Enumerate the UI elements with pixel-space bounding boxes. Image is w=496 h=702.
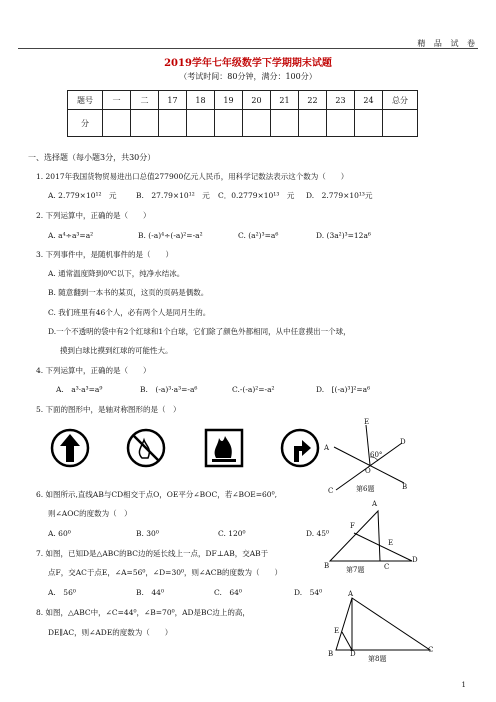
q2-stem: 2. 下列运算中，正确的是（ ）: [36, 211, 151, 220]
q4-option-d[interactable]: D. [(-a)³]²=a⁶: [316, 385, 371, 394]
fig6-label-o: O: [365, 467, 371, 475]
no-fire-sign-icon[interactable]: [126, 428, 166, 468]
q4-option-b[interactable]: B. (-a)³·a³=-a⁶: [140, 385, 198, 394]
q8-stem-2: DE∥AC，则∠ADE的度数为（ ）: [48, 628, 173, 637]
fig6-label-d: D: [400, 438, 406, 446]
score-input-cell[interactable]: [215, 110, 243, 137]
score-input-cell[interactable]: [355, 110, 383, 137]
fig7-label-b: B: [324, 562, 330, 570]
score-table-score-row: [68, 110, 418, 137]
fig6-caption: 第6题: [356, 485, 375, 493]
flammable-sign-icon[interactable]: [204, 428, 244, 468]
q8-stem: 8. 如图，△ABC中，∠C=44⁰，∠B=70⁰，AD是BC边上的高，: [36, 608, 250, 617]
score-table: [67, 90, 418, 137]
q2-option-c[interactable]: C. (a²)³=a⁶: [238, 231, 279, 240]
score-input-cell[interactable]: [159, 110, 187, 137]
score-input-cell[interactable]: [299, 110, 327, 137]
q7-option-b[interactable]: B. 44⁰: [136, 588, 164, 597]
q4-option-a[interactable]: A. a³·a³=a⁹: [56, 385, 103, 394]
q7-stem: 7. 如图，已知D是△ABC的BC边的延长线上一点，DF⊥AB，交AB于: [36, 549, 269, 558]
q3-option-c[interactable]: C. 我们班里有46个人，必有两个人是同月生的。: [48, 308, 211, 317]
fig8-label-e: E: [334, 627, 340, 635]
q3-stem: 3. 下列事件中，是随机事件的是（ ）: [36, 250, 174, 259]
q6-option-b[interactable]: B. 30⁰: [136, 529, 159, 538]
q7-stem-2: 点F，交AC于点E，∠A=56⁰，∠D=30⁰，则∠ACB的度数为（ ）: [48, 568, 282, 577]
q2-option-d[interactable]: D. (3a²)³=12a⁶: [316, 231, 371, 240]
fig6-label-c: C: [328, 487, 334, 495]
score-input-cell[interactable]: [103, 110, 131, 137]
q6-option-c[interactable]: C. 120⁰: [218, 529, 246, 538]
q1-option-a[interactable]: A. 2.779×10¹² 元: [48, 191, 117, 200]
header-rule: [18, 48, 478, 49]
q7-option-d[interactable]: D. 54⁰: [294, 588, 323, 597]
q2-option-a[interactable]: A. a⁴÷a³=a²: [48, 231, 94, 240]
up-arrow-sign-icon[interactable]: [50, 428, 90, 468]
score-cell: 19: [215, 91, 243, 110]
fig8-label-b: B: [328, 650, 334, 658]
score-cell: 一: [103, 91, 131, 110]
exam-title: 2019学年七年级数学下学期期末试题: [164, 58, 332, 69]
q1-option-c[interactable]: C．0.2779×10¹³ 元: [218, 191, 295, 200]
fig7-label-e: E: [388, 539, 394, 547]
fig7-label-a: A: [372, 500, 378, 508]
q6-option-d[interactable]: D. 45⁰: [306, 529, 330, 538]
q4-option-c[interactable]: C.-(-a)²=-a²: [232, 385, 275, 394]
fig6-label-b: B: [402, 483, 408, 491]
score-cell: 18: [187, 91, 215, 110]
score-cell: 21: [271, 91, 299, 110]
exam-subtitle: （考试时间：80分钟，满分：100分）: [179, 72, 317, 81]
page-number: 1: [461, 681, 466, 689]
q4-stem: 4. 下列运算中，正确的是（ ）: [36, 366, 151, 375]
turn-right-sign-icon[interactable]: [280, 428, 320, 468]
figure-8-diagram: [326, 592, 436, 656]
section-heading: 一、选择题（每小题3分，共30分）: [28, 153, 156, 162]
score-input-cell[interactable]: [271, 110, 299, 137]
q6-option-a[interactable]: A. 60⁰: [48, 529, 71, 538]
score-cell: 17: [159, 91, 187, 110]
fig8-label-c: C: [428, 646, 434, 654]
q5-stem: 5. 下面的图形中，是轴对称图形的是（ ）: [36, 405, 181, 414]
score-cell: 20: [243, 91, 271, 110]
q3-option-b[interactable]: B. 随意翻到一本书的某页，这页的页码是偶数。: [48, 288, 209, 297]
q6-stem: 6. 如图所示,直线AB与CD相交于点O，OE平分∠BOC，若∠BOE=60⁰,: [36, 490, 277, 499]
score-input-cell[interactable]: [327, 110, 355, 137]
q3-option-d-cont: 摸到白球比摸到红球的可能性大。: [60, 346, 173, 355]
fig6-label-a: A: [324, 444, 330, 452]
q2-option-b[interactable]: B. (-a)⁴÷(-a)²=-a²: [138, 231, 203, 240]
score-input-cell[interactable]: [131, 110, 159, 137]
fig7-label-f: F: [350, 522, 355, 530]
header-label: 精 品 试 卷: [417, 39, 478, 48]
score-cell: 题号: [68, 91, 103, 110]
figure-7-diagram: [320, 505, 420, 569]
fig6-label-e: E: [364, 418, 370, 426]
q6-stem-2: 则∠AOC的度数为（ ）: [48, 509, 132, 518]
fig8-caption: 第8题: [368, 655, 387, 663]
score-cell: 二: [131, 91, 159, 110]
score-cell: 24: [355, 91, 383, 110]
score-input-cell[interactable]: [243, 110, 271, 137]
fig7-caption: 第7题: [346, 566, 365, 574]
q3-option-a[interactable]: A. 通常温度降到0⁰C以下，纯净水结冰。: [48, 269, 185, 278]
score-cell: 22: [299, 91, 327, 110]
q1-option-d[interactable]: D. 2.779×10¹³元: [306, 191, 373, 200]
score-input-cell[interactable]: [383, 110, 418, 137]
q7-option-a[interactable]: A. 56⁰: [48, 588, 76, 597]
fig8-label-d: D: [350, 650, 356, 658]
q3-option-d[interactable]: D.一个不透明的袋中有2个红球和1个白球，它们除了颜色外都相同，从中任意摸出一个球，: [48, 327, 351, 336]
score-input-cell[interactable]: [187, 110, 215, 137]
fig8-label-a: A: [348, 590, 354, 598]
fig7-label-d: D: [412, 556, 418, 564]
score-row-label: 分: [68, 110, 103, 137]
q1-stem: 1. 2017年我国货物贸易进出口总值277900亿元人民币，用科学记数法表示这个数为（ ）: [36, 172, 349, 181]
q1-option-b[interactable]: B. 27.79×10¹² 元: [136, 191, 210, 200]
q7-option-c[interactable]: C. 64⁰: [214, 588, 242, 597]
fig6-label-angle: 60°: [370, 451, 383, 459]
score-table-header-row: [68, 91, 418, 110]
fig7-label-c: C: [384, 563, 390, 571]
score-cell: 总分: [383, 91, 418, 110]
score-cell: 23: [327, 91, 355, 110]
